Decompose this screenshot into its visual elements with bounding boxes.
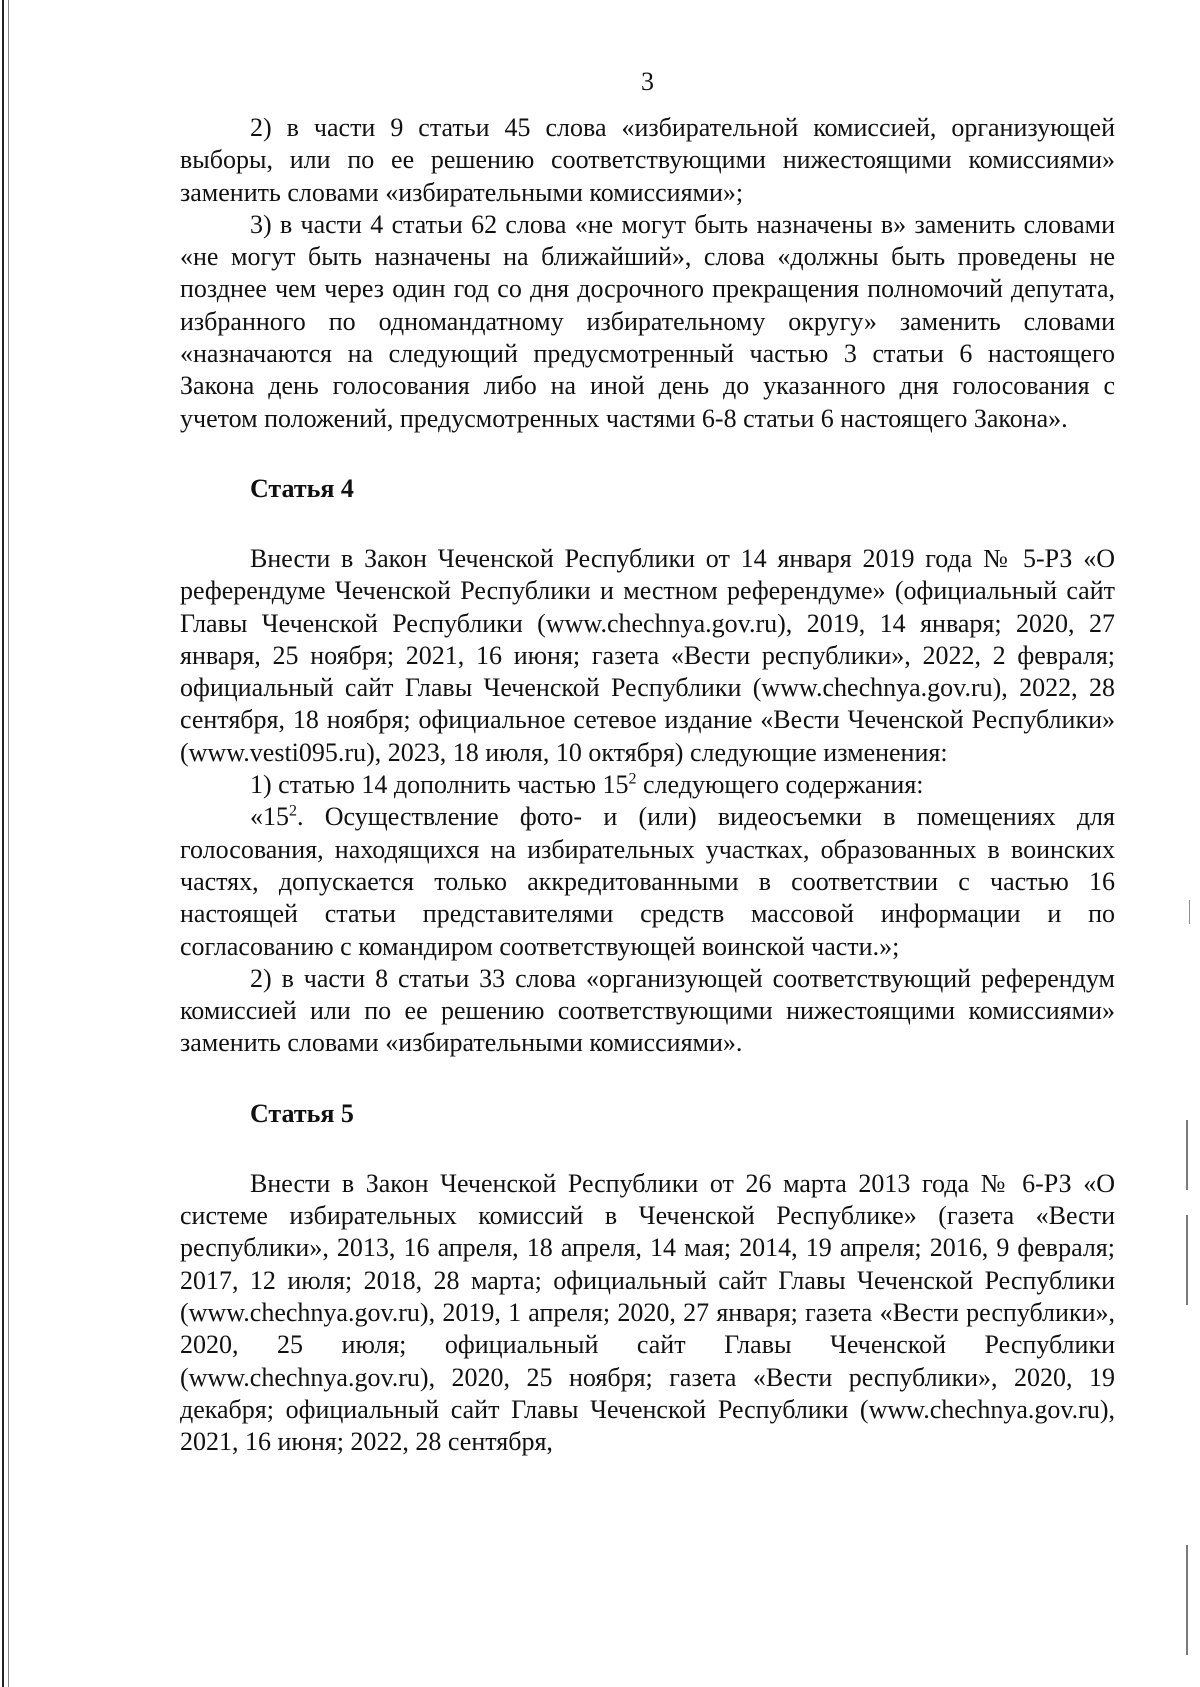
paragraph: 2) в части 9 статьи 45 слова «избирательной комиссией, организующей выборы, или по ее решению соответствующими нижестоящими комиссиями» заменить словами «избирательными комиссиями»; — [180, 113, 1115, 207]
scan-mark-right — [1186, 1545, 1188, 1655]
page-number: 3 — [641, 67, 654, 96]
scan-mark-right — [1186, 1215, 1188, 1305]
superscript: 2 — [289, 802, 297, 820]
scan-border-left-inner — [8, 0, 9, 1687]
article-heading: Статья 4 — [250, 473, 354, 503]
paragraph: 3) в части 4 статьи 62 слова «не могут быть назначены в» заменить словами «не могут быть назначены на ближайший», слова «должны быть проведены не позднее чем через один год со дня досрочного прекращения полномочий депутата, избранного по одномандатному избирательному округу» заменить словами «назначаются на следующий предусмотренный частью 3 статьи 6 настоящего Закона день голосования либо на иной день до указанного дня голосования с учетом положений, предусмотренных частями 6-8 статьи 6 настоящего Закона». — [180, 209, 1115, 433]
document-body — [180, 112, 1115, 1458]
paragraph — [180, 769, 1115, 801]
paragraph-text: . Осуществление фото- и (или) видеосъемки в помещениях для голосования, находящихся на избирательных участках, образованных в воинских частях, допускается только аккредитованными в соответствии с частью 16 настоящей статьи представителями средств массовой информации и по согласованию с командиром соответствующей воинской части.»; — [180, 802, 1115, 961]
paragraph — [180, 801, 1115, 962]
paragraph-text: следующего содержания: — [636, 770, 924, 800]
paragraph: Внести в Закон Чеченской Республики от 26 марта 2013 года № 6-РЗ «О системе избирательных комиссий в Чеченской Республике» (газета «Вести республики», 2013, 16 апреля, 18 апреля, 14 мая; 2014, 19 апреля; 2016, 9 февраля; 2017, 12 июля; 2018, 28 марта; официальный сайт Главы Чеченской Республики (www.chechnya.gov.ru), 2019, 1 апреля; 2020, 27 января; газета «Вести республики», 2020, 25 июля; официальный сайт Главы Чеченской Республики (www.chechnya.gov.ru), 2020, 25 ноября; газета «Вести республики», 2020, 19 декабря; официальный сайт Главы Чеченской Республики (www.chechnya.gov.ru), 2021, 16 июня; 2022, 28 сентября, — [180, 1168, 1115, 1457]
article-heading: Статья 5 — [250, 1098, 354, 1128]
scan-mark-right — [1186, 1120, 1188, 1190]
paragraph-text: 1) статью 14 дополнить частью 15 — [250, 770, 629, 800]
scan-border-left — [2, 0, 4, 1687]
superscript: 2 — [628, 770, 637, 788]
scan-mark-right — [1189, 900, 1190, 924]
document-page — [180, 66, 1115, 1458]
paragraph: Внести в Закон Чеченской Республики от 14 января 2019 года № 5-РЗ «О референдуме Чеченской Республики и местном референдуме» (официальный сайт Главы Чеченской Республики (www.chechnya.gov.ru), 2019, 14 января; 2020, 27 января, 25 ноября; 2021, 16 июня; газета «Вести республики», 2022, 2 февраля; официальный сайт Главы Чеченской Республики (www.chechnya.gov.ru), 2022, 28 сентября, 18 ноября; официальное сетевое издание «Вести Чеченской Республики» (www.vesti095.ru), 2023, 18 июля, 10 октября) следующие изменения: — [180, 543, 1115, 767]
paragraph-text: «15 — [250, 802, 289, 832]
paragraph: 2) в части 8 статьи 33 слова «организующей соответствующий референдум комиссией или по ее решению соответствующими нижестоящими комиссиями» заменить словами «избирательными комиссиями». — [180, 963, 1115, 1058]
